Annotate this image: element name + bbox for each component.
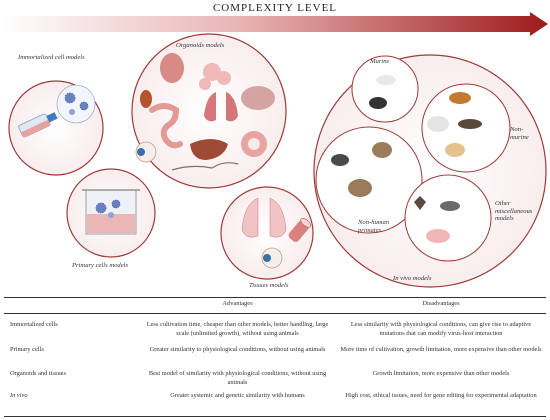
complexity-level-title: COMPLEXITY LEVEL [212, 2, 338, 14]
row-advantages-organoids: Best model of similarity with physiological conditions, without using animals [148, 370, 327, 386]
comparison-table [0, 292, 550, 420]
row-model-organoids: Organoids and tissues [10, 370, 66, 377]
row-model-primary: Primary cells [10, 346, 44, 353]
tissues-circle [221, 187, 313, 279]
row-advantages-immortalized: Less cultivation time, cheaper than other models, better handling, large scale (unlimited growth), without using animals [146, 321, 329, 337]
row-disadvantages-primary: More time of cultivation, growth limitation, more expensive than other models [340, 346, 542, 353]
row-advantages-in-vivo: Greater systemic and genetic similarity with humans [170, 392, 305, 399]
tissues-models-label: Tissues models [249, 282, 289, 289]
non-human-primates-label: Non-human primates [358, 219, 390, 234]
row-model-immortalized: Immortalized cells [10, 321, 58, 328]
row-disadvantages-immortalized: Less similarity with physiological conditions, can give rise to adaptive mutations that can modify virus-host interaction [350, 321, 532, 337]
other-miscellaneous-models-label: Other miscellaneous models [495, 200, 533, 223]
immortalized-cells-circle [9, 81, 103, 175]
disadvantages-header: Disadvantages [422, 300, 460, 307]
table-header-rule [4, 313, 546, 314]
in-vivo-circle [314, 55, 546, 287]
row-disadvantages-in-vivo: High cost, ethical issues, need for gene editing for experimental adaptation [345, 392, 537, 399]
organoids-models-label: Organoids models [176, 42, 225, 49]
row-model-in-vivo: In vivo [10, 392, 28, 399]
organoids-circle [132, 34, 286, 188]
row-disadvantages-organoids: Growth limitation, more expensive than other models [372, 370, 510, 377]
table-bottom-rule [4, 416, 546, 417]
non-murine-label: Non- murine [510, 126, 529, 141]
row-advantages-primary: Greater similarity to physiological conditions, without using animals [149, 346, 326, 353]
primary-cells-circle [67, 169, 155, 257]
immortalized-cell-models-label: Immortalized cell models [18, 54, 85, 61]
primary-cells-models-label: Primary cells models [72, 262, 129, 269]
advantages-header: Advantages [222, 300, 253, 307]
murine-label: Murine [370, 58, 390, 65]
table-top-rule [4, 297, 546, 298]
in-vivo-models-label: In vivo models [393, 275, 432, 282]
